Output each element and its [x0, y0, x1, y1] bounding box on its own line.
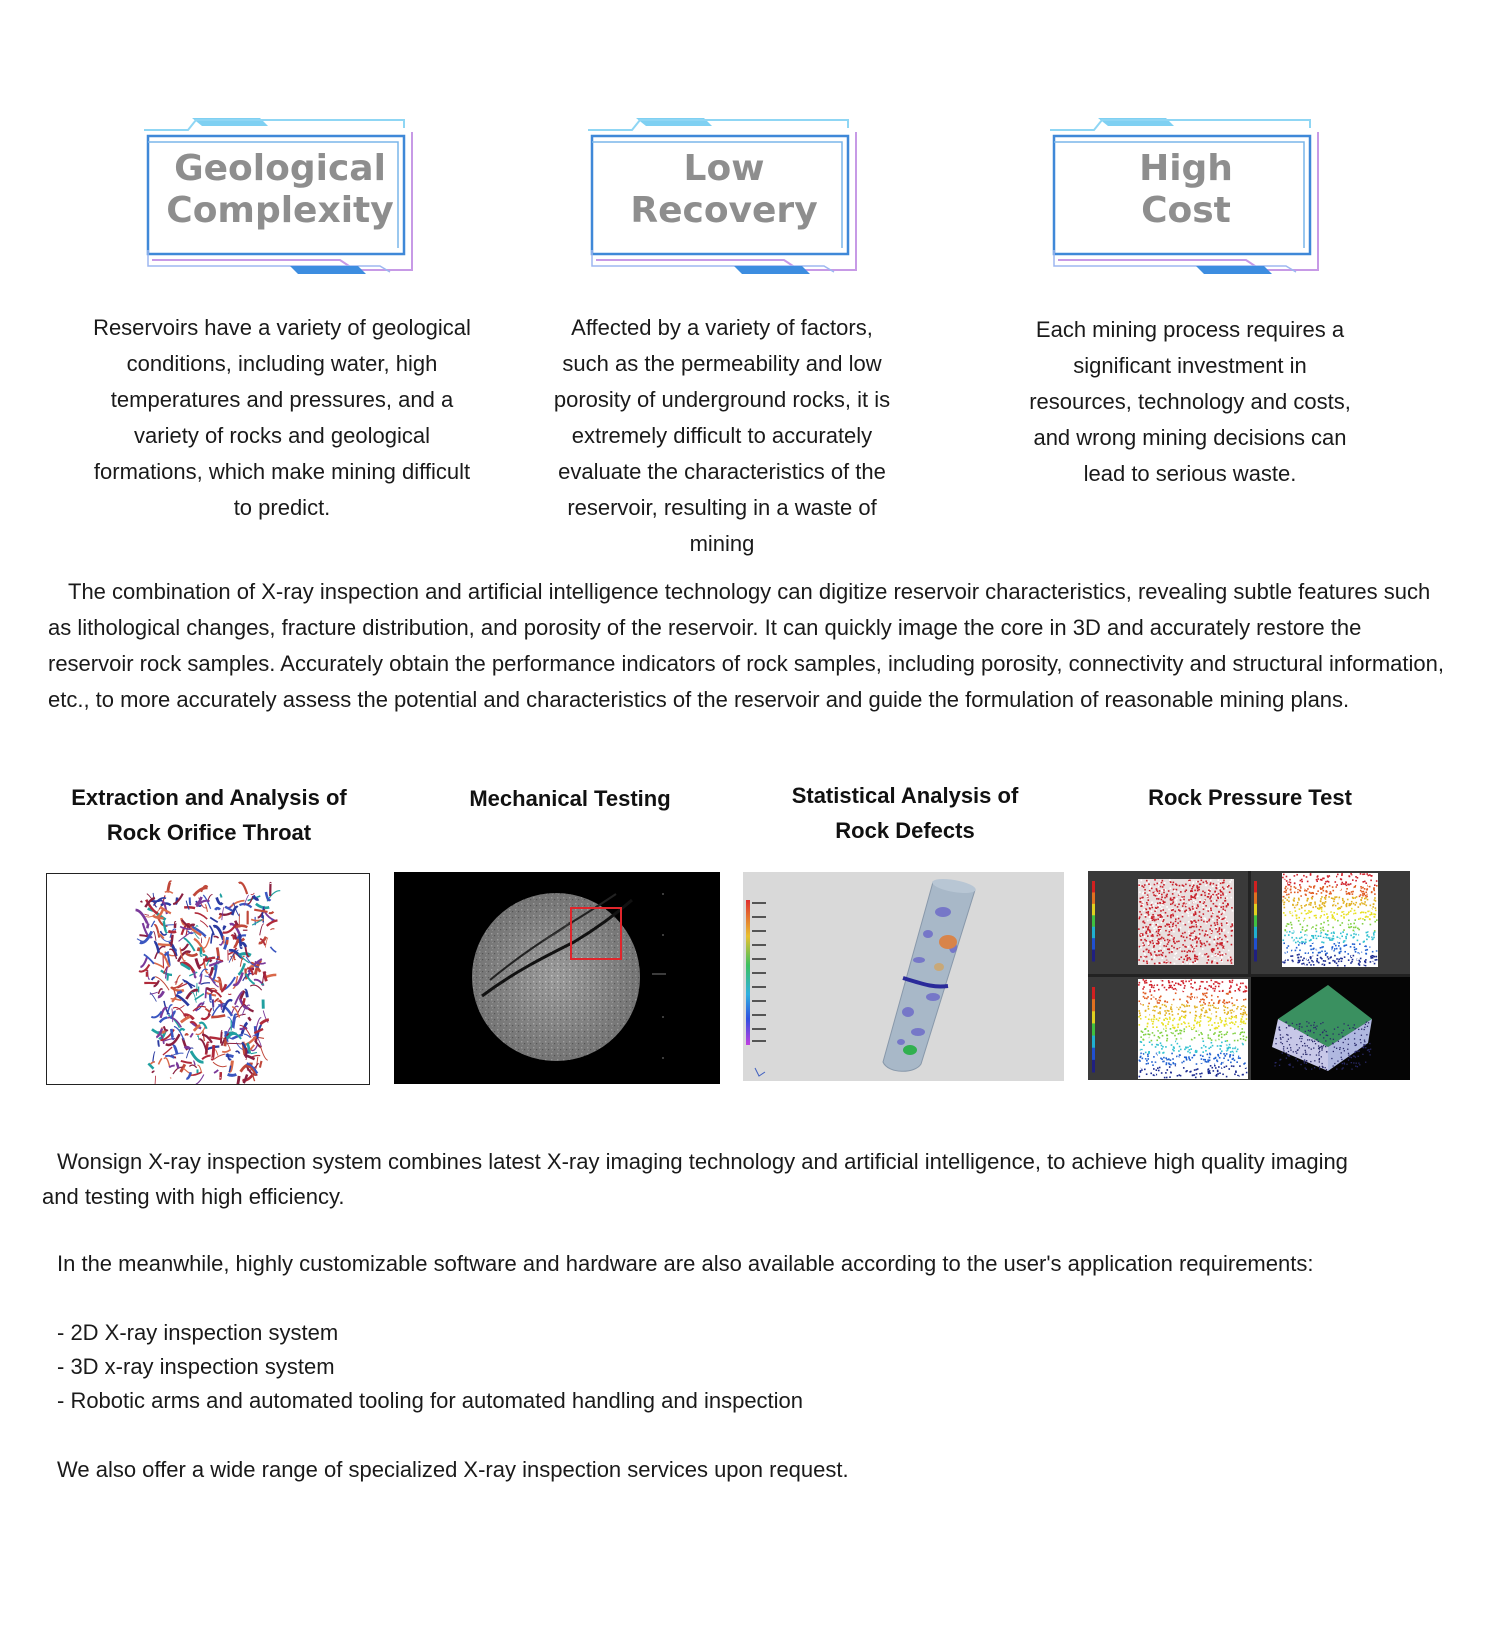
ct-slice-graphic [394, 872, 720, 1084]
image-pore-network [46, 873, 370, 1085]
badge-low-recovery [584, 112, 864, 277]
image-ct-slice [394, 872, 720, 1084]
list-item: - 3D x-ray inspection system [57, 1354, 335, 1379]
badge-title: Low Recovery [630, 148, 818, 231]
intro-paragraph: The combination of X-ray inspection and artificial intelligence technology can digitize reservoir characteristics, revealing subtle features such as lithological changes, fracture distribution, and porosity of the reservoir. It can quickly image the core in 3D and accurately restore the reservoir rock samples. Accurately obtain the performance indicators of rock samples, including porosity, connectivity and structural information, etc., to more accurately assess the potential and characteristics of the reservoir and guide the formulation of reasonable mining plans. [48, 579, 1444, 712]
footer-paragraph-customizable: In the meanwhile, highly customizable software and hardware are also available according to the user's application requirements: [57, 1251, 1314, 1276]
caption-rock-pressure-test: Rock Pressure Test [1148, 785, 1352, 810]
footer-paragraph-services: We also offer a wide range of specialized X-ray inspection services upon request. [57, 1457, 849, 1482]
badge-high-cost [1046, 112, 1326, 277]
caption-rock-orifice-throat: Extraction and Analysis of Rock Orifice Throat [71, 785, 347, 845]
image-rock-defects [743, 872, 1064, 1081]
list-item: - 2D X-ray inspection system [57, 1320, 339, 1345]
challenge-description-geological: Reservoirs have a variety of geological conditions, including water, high temperatures and pressures, and a variety of rocks and geological formations, which make mining difficult to predict. [93, 315, 471, 520]
badge-title: High Cost [1139, 148, 1233, 231]
badge-title: Geological Complexity [166, 148, 394, 231]
list-item: - Robotic arms and automated tooling for automated handling and inspection [57, 1388, 804, 1413]
rock-defects-graphic [743, 872, 1064, 1081]
image-rock-pressure [1088, 871, 1410, 1080]
caption-mechanical-testing: Mechanical Testing [469, 786, 671, 811]
rock-pressure-graphic [1088, 871, 1410, 1080]
challenge-description-cost: Each mining process requires a significant investment in resources, technology and costs, and wrong mining decisions can lead to serious waste. [1029, 317, 1351, 486]
caption-rock-defects: Statistical Analysis of Rock Defects [791, 783, 1019, 843]
challenge-description-recovery: Affected by a variety of factors, such as the permeability and low porosity of underground rocks, it is extremely difficult to accurately evaluate the characteristics of the reservoir, resulting in a waste of mining [553, 315, 891, 556]
footer-paragraph-intro: Wonsign X-ray inspection system combines latest X-ray imaging technology and artificial intelligence, to achieve high quality imaging and testing with high efficiency. [42, 1149, 1348, 1209]
pore-network-graphic [47, 874, 369, 1084]
badge-geological-complexity [140, 112, 420, 277]
